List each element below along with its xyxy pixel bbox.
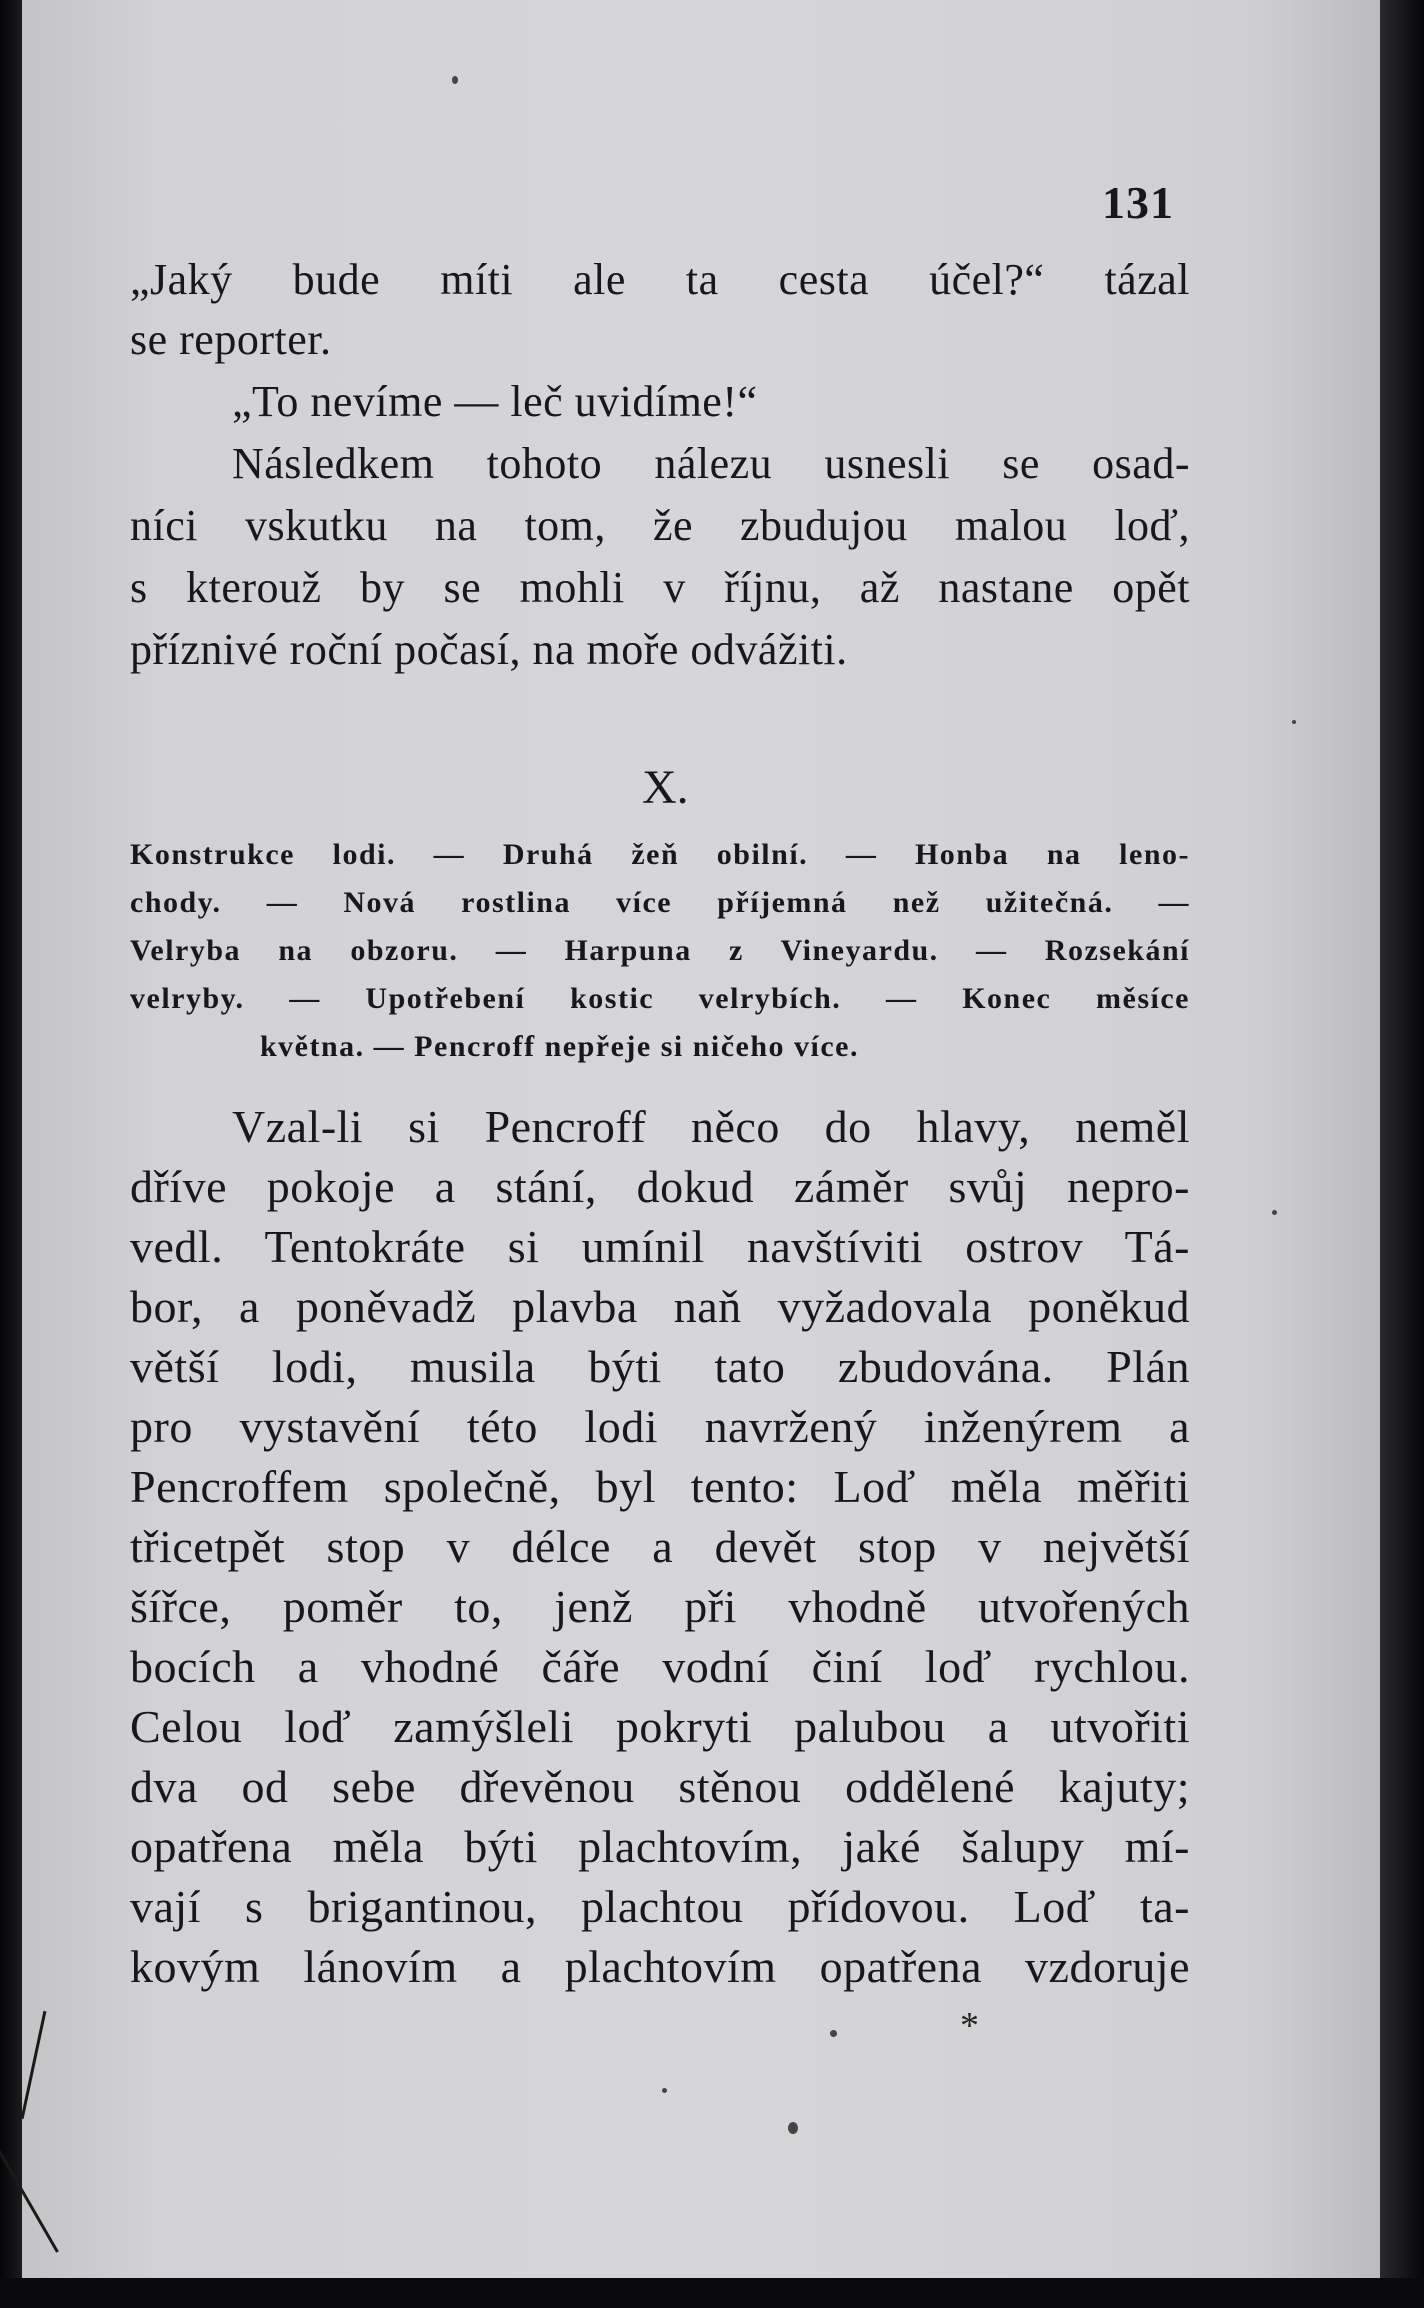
text-line: dva od sebe dřevěnou stěnou oddělené kajuty; (130, 1761, 1190, 1812)
scan-left-edge (0, 0, 22, 2308)
text-line: pro vystavění této lodi navržený inženýrem a (130, 1401, 1190, 1452)
scan-speck (1272, 1210, 1277, 1215)
chapter-summary-line: chody. — Nová rostlina více příjemná než užitečná. — (130, 886, 1190, 919)
text-line: příznivé roční počasí, na moře odvážiti. (130, 625, 848, 674)
text-line: bocích a vhodné čáře vodní činí loď rychlou. (130, 1641, 1190, 1692)
text-line: bor, a poněvadž plavba naň vyžadovala poněkud (130, 1281, 1190, 1332)
scan-speck (1292, 720, 1296, 724)
text-line: opatřena měla býti plachtovím, jaké šalupy mí- (130, 1821, 1190, 1872)
scan-hair (21, 2011, 47, 2119)
book-page (22, 0, 1380, 2278)
text-line: třicetpět stop v délce a devět stop v největší (130, 1521, 1190, 1572)
text-line: větší lodi, musila býti tato zbudována. Plán (130, 1341, 1190, 1392)
text-line: „To nevíme — leč uvidíme!“ (232, 377, 758, 426)
text-line: Pencroffem společně, byl tento: Loď měla měřiti (130, 1461, 1190, 1512)
text-line: s kterouž by se mohli v říjnu, až nastane opět (130, 563, 1190, 612)
chapter-summary-line: května. — Pencroff nepřeje si ničeho více. (260, 1030, 860, 1063)
text-line: Vzal-li si Pencroff něco do hlavy, neměl (232, 1101, 1190, 1152)
scan-speck (788, 2122, 798, 2134)
text-line: se reporter. (130, 315, 332, 364)
chapter-summary-line: Velryba na obzoru. — Harpuna z Vineyardu. — Rozsekání (130, 934, 1190, 967)
scan-speck (452, 76, 458, 84)
signature-mark: * (960, 2005, 979, 2047)
text-line: kovým lánovím a plachtovím opatřena vzdoruje (130, 1941, 1190, 1992)
chapter-heading: X. (642, 761, 689, 814)
text-line: vají s brigantinou, plachtou přídovou. Loď ta- (130, 1881, 1190, 1932)
scan-speck (662, 2088, 667, 2093)
text-line: „Jaký bude míti ale ta cesta účel?“ tázal (130, 255, 1190, 304)
scan-bottom-edge (0, 2278, 1424, 2308)
text-line: šířce, poměr to, jenž při vhodně utvořených (130, 1581, 1190, 1632)
text-line: dříve pokoje a stání, dokud záměr svůj nepro- (130, 1161, 1190, 1212)
text-line: níci vskutku na tom, že zbudujou malou loď, (130, 501, 1190, 550)
chapter-summary-line: velryby. — Upotřebení kostic velrybích. — Konec měsíce (130, 982, 1190, 1015)
scan-speck (830, 2030, 837, 2037)
text-line: vedl. Tentokráte si umínil navštíviti ostrov Tá- (130, 1221, 1190, 1272)
text-line: Následkem tohoto nálezu usnesli se osad- (232, 439, 1190, 488)
page-number: 131 (1102, 177, 1174, 228)
chapter-summary-line: Konstrukce lodi. — Druhá žeň obilní. — Honba na leno- (130, 838, 1190, 871)
scan-right-edge (1380, 0, 1424, 2308)
text-line: Celou loď zamýšleli pokryti palubou a utvořiti (130, 1701, 1190, 1752)
